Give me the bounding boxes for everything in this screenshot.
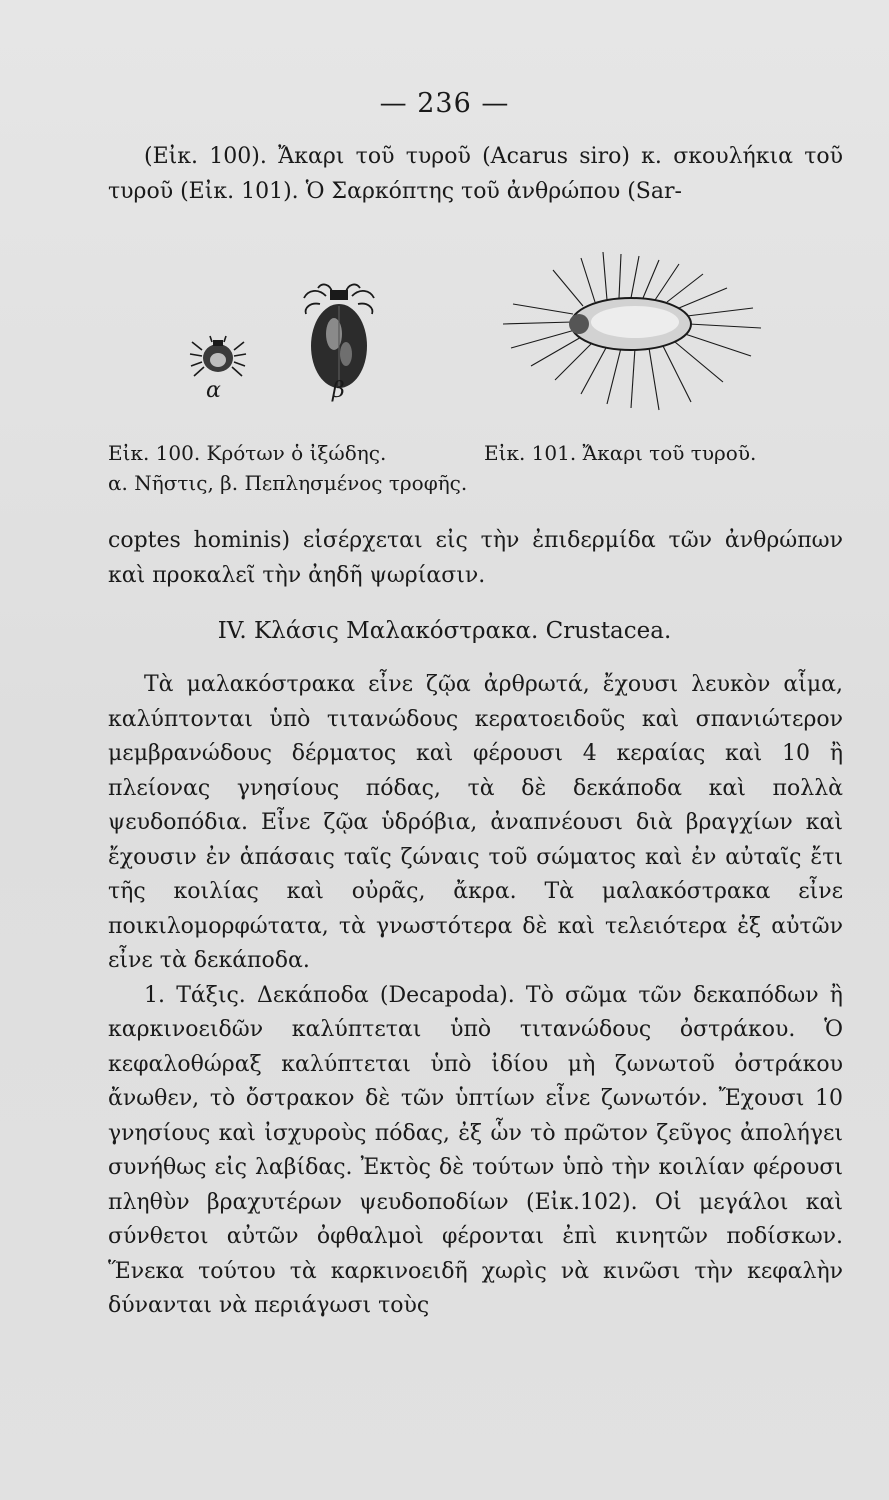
page-number: — 236 — (379, 88, 510, 119)
caption-row-1 (108, 438, 843, 468)
caption-fig-100: Εἰκ. 100. Κρότων ὁ ἰξώδης. (108, 441, 387, 465)
caption-row-2 (108, 468, 843, 498)
cheese-mite-illustration (503, 252, 763, 412)
continuation-paragraph: coptes hominis) εἰσέρχεται εἰς τὴν ἐπιδερμίδα τῶν ἀνθρώπων καὶ προκαλεῖ τὴν ἀηδῆ ψωρίασιν. (108, 528, 843, 588)
caption-fig-100-detail: α. Νῆστις, β. Πεπλησμένος τροφῆς. (108, 471, 468, 495)
figure-label-a: α (206, 378, 221, 403)
section-heading: IV. Κλάσις Μαλακόστρακα. Crustacea. (217, 618, 672, 644)
figure-label-b: β (332, 378, 345, 403)
figure-captions (108, 438, 843, 498)
tick-engorged-illustration (284, 282, 394, 392)
decapoda-paragraph: 1. Τάξις. Δεκάποδα (Decapoda). Τὸ σῶμα τῶν δεκαπόδων ἢ καρκινοειδῶν καλύπτεται ὑπὸ τιτανώδους ὀστράκου. Ὁ κεφαλοθώραξ καλύπτεται ὑπὸ ἰδίου μὴ ζωνωτοῦ ὀστράκου ἄνωθεν, τὸ ὄστρακον δὲ τῶν ὑπτίων εἶνε ζωνωτόν. Ἔχουσι 10 γνησίους καὶ ἰσχυροὺς πόδας, ἐξ ὧν τὸ πρῶτον ζεῦγος ἀπολήγει συνήθως εἰς λαβίδας. Ἐκτὸς δὲ τούτων ὑπὸ τὴν κοιλίαν φέρουσι πληθὺν βραχυτέρων ψευδοποδίων (Εἰκ.102). Οἱ μεγάλοι καὶ σύνθετοι αὐτῶν ὀφθαλμοὶ φέρονται ἐπὶ κινητῶν ποδίσκων. Ἕνεκα τούτου τὰ καρκινοειδῆ χωρὶς νὰ κινῶσι τὴν κεφαλὴν δύνανται νὰ περιάγωσι τοὺς (108, 982, 843, 1318)
caption-fig-101: Εἰκ. 101. Ἄκαρι τοῦ τυροῦ. (484, 441, 757, 465)
body-paragraph: Τὰ μαλακόστρακα εἶνε ζῷα ἀρθρωτά, ἔχουσι λευκὸν αἷμα, καλύπτονται ὑπὸ τιτανώδους κερατοειδοῦς καὶ σπανιώτερον μεμβρανώδους δέρματος καὶ φέρουσι 4 κεραίας καὶ 10 ἢ πλείονας γνησίους πόδας, τὰ δὲ δεκάποδα καὶ πολλὰ ψευδοπόδια. Εἶνε ζῷα ὑδρόβια, ἀναπνέουσι διὰ βραγχίων καὶ ἔχουσιν ἐν ἁπάσαις ταῖς ζώναις τοῦ σώματος καὶ ἐν αὐταῖς ἔτι τῆς κοιλίας καὶ οὐρᾶς, ἄκρα. Τὰ μαλακόστρακα εἶνε ποικιλομορφώτατα, τὰ γνωστότερα δὲ καὶ τελειότερα ἐξ αὐτῶν εἶνε τὰ δεκάποδα. (108, 672, 843, 973)
figures-area (108, 242, 843, 442)
top-paragraph: (Εἰκ. 100). Ἄκαρι τοῦ τυροῦ (Acarus siro) κ. σκουλήκια τοῦ τυροῦ (Εἰκ. 101). Ὁ Σαρκόπτης τοῦ ἀνθρώπου (Sar- (108, 144, 843, 204)
top-paragraph-block (108, 140, 843, 209)
continuation-paragraph-block (108, 524, 843, 593)
tick-small-illustration (188, 334, 248, 380)
main-text-block (108, 668, 843, 1324)
